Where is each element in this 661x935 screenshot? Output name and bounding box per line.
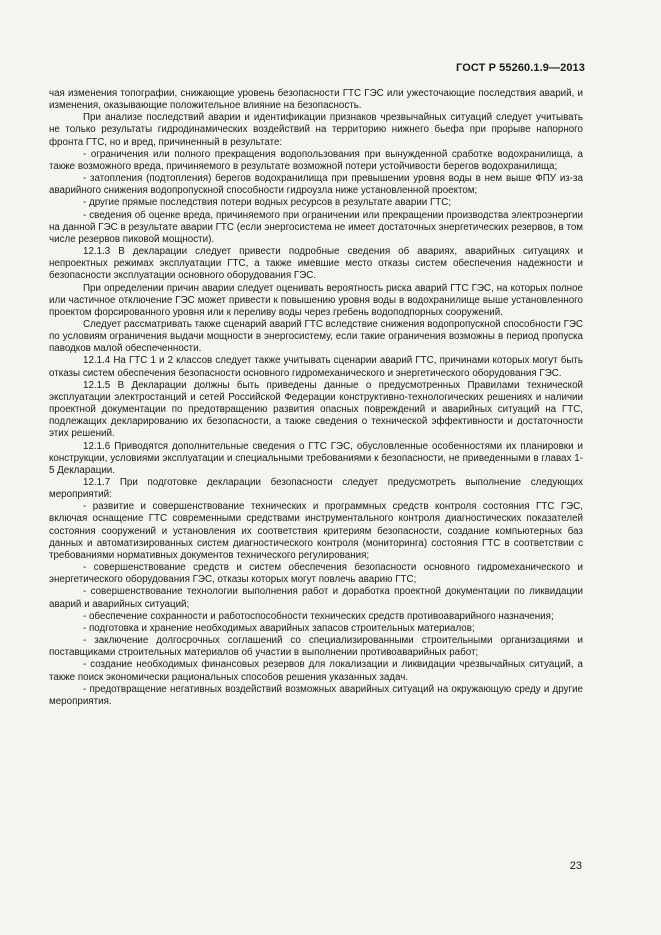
paragraph: - обеспечение сохранности и работоспособности технических средств противоаварийного назначения; bbox=[83, 610, 554, 622]
paragraph: 12.1.7 При подготовке декларации безопасности следует предусмотреть выполнение следующих мероприятий: bbox=[49, 477, 583, 501]
page-number: 23 bbox=[569, 860, 582, 872]
paragraph: 12.1.5 В Декларации должны быть приведены данные о предусмотренных Правилами технической эксплуатации электростанций и сетей Российской Федерации конструктивно-технологических решениях и наличии проектной документации по предотвращению развития опасных повреждений и аварийных ситуаций на ГТС, подлежащих декларированию их безопасности, а также сведения о технической эффективности и достаточности этих решений. bbox=[49, 379, 583, 440]
paragraph: чая изменения топографии, снижающие уровень безопасности ГТС ГЭС или ужесточающие последствия аварий, и изменения, оказывающие положительное влияние на безопасность. bbox=[49, 88, 583, 112]
paragraph: - затопления (подтопления) берегов водохранилища при превышении уровня воды в нем выше ФПУ из-за аварийного снижения водопропускной способности гидроузла ниже установленной проектом; bbox=[49, 173, 583, 197]
paragraph: - совершенствование средств и систем обеспечения безопасности основного гидромеханического и энергетического оборудования ГЭС, отказы которых могут повлечь аварию ГТС; bbox=[49, 562, 583, 586]
paragraph: - заключение долгосрочных соглашений со специализированными строительными организациями и поставщиками строительных материалов об участии в выполнении противоаварийных работ; bbox=[49, 635, 583, 659]
paragraph: Следует рассматривать также сценарий аварий ГТС вследствие снижения водопропускной способности ГЭС по условиям ограничения выдачи мощности в энергосистему, если такие ограничения возможны в период пропуска паводков малой обеспеченности. bbox=[49, 318, 583, 355]
paragraph: 12.1.6 Приводятся дополнительные сведения о ГТС ГЭС, обусловленные особенностями их планировки и конструкции, условиями эксплуатации и специальными требованиями к безопасности, не приведенными в главах 1-5 Декларации. bbox=[49, 440, 583, 476]
paragraph: 12.1.3 В декларации следует привести подробные сведения об авариях, аварийных ситуациях и непроектных режимах эксплуатации ГТС, а также имевшие место отказы систем обеспечения надежности и безопасности эксплуатации основного оборудования ГЭС. bbox=[49, 246, 583, 282]
paragraph: - развитие и совершенствование технических и программных средств контроля состояния ГТС ГЭС, включая оснащение ГТС современными средствами инструментального контроля диагностических показателей состояния сооружений и установления их соответствия критериям безопасности, создание компьютерных баз данных и автоматизированных систем диагностического контроля (мониторинга) состояния ГТС в соответствии с требованиями нормативных документов технического регулирования; bbox=[49, 501, 583, 561]
paragraph: 12.1.4 На ГТС 1 и 2 классов следует также учитывать сценарии аварий ГТС, причинами которых могут быть отказы систем обеспечения безопасности основного гидромеханического и энергетического оборудования ГЭС. bbox=[49, 355, 583, 379]
paragraph: - подготовка и хранение необходимых аварийных запасов строительных материалов; bbox=[83, 622, 475, 634]
paragraph: - создание необходимых финансовых резервов для локализации и ликвидации чрезвычайных ситуаций, а также поиск экономически рациональных способов решения указанных задач. bbox=[49, 659, 583, 683]
paragraph: - ограничения или полного прекращения водопользования при вынужденной сработке водохранилища, а также возможного вреда, причиняемого в результате возможной потери устойчивости берегов водохранилища; bbox=[49, 148, 583, 172]
paragraph: При определении причин аварии следует оценивать вероятность риска аварий ГТС ГЭС, на которых полное или частичное отключение ГЭС может привести к повышению уровня воды в водохранилище выше установленного проектом форсированного уровня или к переливу воды через гребень водоподпорных сооружений. bbox=[49, 282, 583, 318]
paragraph: - совершенствование технологии выполнения работ и доработка проектной документации по ликвидации аварий и аварийных ситуаций; bbox=[49, 586, 583, 610]
document-body bbox=[49, 88, 583, 708]
paragraph: - другие прямые последствия потери водных ресурсов в результате аварии ГТС; bbox=[83, 197, 452, 209]
paragraph: При анализе последствий аварии и идентификации признаков чрезвычайных ситуаций следует учитывать не только результаты гидродинамических воздействий на территорию нижнего бьефа при прорыве напорного фронта ГТС, но и вред, причиненный в результате: bbox=[49, 112, 583, 148]
document-header: ГОСТ Р 55260.1.9—2013 bbox=[456, 62, 585, 74]
paragraph: - сведения об оценке вреда, причиняемого при ограничении или прекращении производства электроэнергии на данной ГЭС в результате аварии ГТС (если энергосистема не имеет достаточных энергетических резервов, в том числе резервов пиковой мощности). bbox=[49, 209, 583, 245]
paragraph: - предотвращение негативных воздействий возможных аварийных ситуаций на окружающую среду и другие мероприятия. bbox=[49, 683, 583, 707]
